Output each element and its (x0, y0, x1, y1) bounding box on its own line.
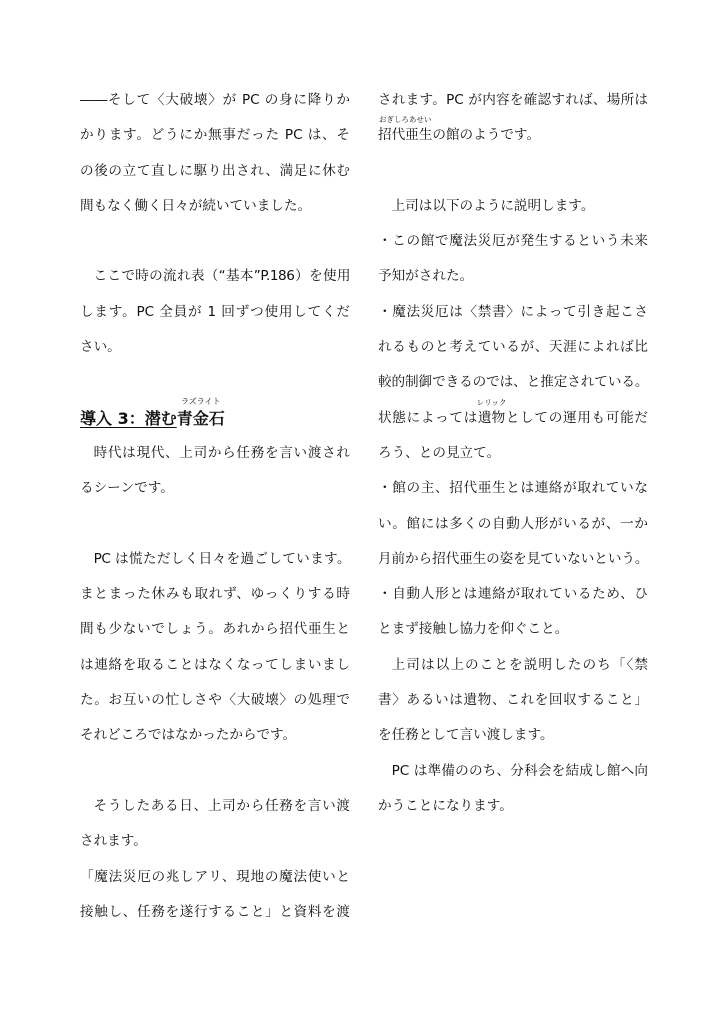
text-line (378, 397, 649, 436)
text-line: れるものと考えているが、天涯によれば比 (378, 339, 648, 356)
text-line: かうことになります。 (378, 797, 513, 814)
text-line: ろう、との見立て。 (378, 444, 501, 461)
text-line: ・館の主、招代亜生とは連絡が取れていな (378, 480, 648, 497)
right-column (378, 83, 648, 824)
text-line: 間も少ないでしょう。あれから招代亜生と (80, 621, 350, 638)
mission-continued-paragraph (378, 83, 648, 154)
text-line: そうしたある日、上司から任務を言い渡 (93, 797, 350, 814)
ruby-word (378, 115, 433, 144)
text-line: い。館には多くの自動人形がいるが、一か (378, 515, 648, 532)
text-line: を任務として言い渡します。 (378, 727, 554, 744)
text-line: します。PC 全員が 1 回ずつ使用してくだ (80, 303, 350, 320)
text-line: 「魔法災厄の兆しアリ、現地の魔法使いと (80, 868, 350, 885)
text-line: PC は準備ののち、分科会を結成し館へ向 (391, 762, 648, 779)
text-line: PC は慌ただしく日々を過ごしています。 (93, 550, 350, 567)
text-segment: 状態によっては (378, 409, 478, 426)
assignment-paragraph (378, 648, 648, 754)
ruby-reading: おぎしろあせい (378, 115, 432, 125)
paragraph-gap (80, 224, 350, 259)
ruby-base: 招代亜生 (378, 127, 433, 144)
text-line: 月前から招代亜生の姿を見ていないという。 (378, 550, 648, 567)
bullet-grimoire (378, 295, 648, 471)
bullet-prophecy (378, 224, 648, 295)
ruby-base: 青金石 (176, 408, 225, 428)
text-line: さい。 (80, 339, 121, 356)
text-line: かります。どうにか無事だった PC は、そ (80, 127, 350, 144)
opening-paragraph (80, 83, 350, 224)
section-heading (80, 396, 350, 436)
mission-start-paragraph (80, 789, 350, 930)
text-line: 予知がされた。 (378, 268, 474, 285)
paragraph-gap (80, 754, 350, 789)
scene-intro-paragraph (80, 436, 350, 507)
text-line: されます。PC が内容を確認すれば、場所は (378, 92, 648, 108)
paragraph-gap (80, 365, 350, 400)
text-line: ・この館で魔法災厄が発生するという未来 (378, 233, 648, 250)
text-segment: としての運用も可能だ (505, 409, 649, 426)
ruby-base: 遺物 (477, 409, 506, 426)
text-line: た。お互いの忙しさや〈大破壊〉の処理で (80, 692, 350, 709)
text-line: まとまった休みも取れず、ゆっくりする時 (80, 586, 350, 603)
section-heading-text (80, 396, 225, 428)
ruby-word (476, 397, 507, 426)
text-line: それどころではなかったからです。 (80, 727, 297, 744)
pc-days-paragraph (80, 542, 350, 754)
ruby-word (176, 396, 225, 429)
text-line: とまず接触し協力を仰ぐこと。 (378, 621, 569, 638)
text-line: 上司は以下のように説明します。 (391, 197, 595, 214)
text-segment: の館のようです。 (432, 127, 541, 144)
bullet-automata (378, 577, 648, 648)
paragraph-gap (80, 507, 350, 542)
text-line (378, 115, 648, 153)
text-line: 較的制御できるのでは、と推定されている。 (378, 374, 648, 391)
text-line: ――そして〈大破壊〉が PC の身に降りか (80, 92, 350, 108)
text-line: は連絡を取ることはなくなってしまいまし (80, 656, 350, 673)
text-line: 上司は以上のことを説明したのち「〈禁 (391, 656, 648, 673)
text-line: 接触し、任務を遂行すること」と資料を渡 (80, 903, 350, 920)
departure-paragraph (378, 754, 648, 825)
text-line: の後の立て直しに駆り出され、満足に休む (80, 162, 350, 179)
text-line: るシーンです。 (80, 480, 174, 497)
heading-segment: 導入 3：潜む (80, 408, 177, 428)
bullet-master (378, 471, 648, 577)
text-line: ・自動人形とは連絡が取れているため、ひ (378, 586, 648, 603)
text-line: 書〉あるいは遺物、これを回収すること」 (378, 692, 648, 709)
paragraph-gap (378, 154, 648, 189)
ruby-reading: レリック (476, 397, 507, 407)
text-line: されます。 (80, 833, 147, 850)
left-column (80, 83, 350, 930)
text-line: ここで時の流れ表（“基本”P.186）を使用 (93, 268, 350, 285)
text-line: 時代は現代、上司から任務を言い渡され (93, 444, 350, 461)
text-line: ・魔法災厄は〈禁書〉によって引き起こさ (378, 303, 648, 320)
ruby-reading: ラズライト (180, 396, 221, 406)
timeline-note-paragraph (80, 259, 350, 365)
text-line: 間もなく働く日々が続いていました。 (80, 197, 312, 214)
